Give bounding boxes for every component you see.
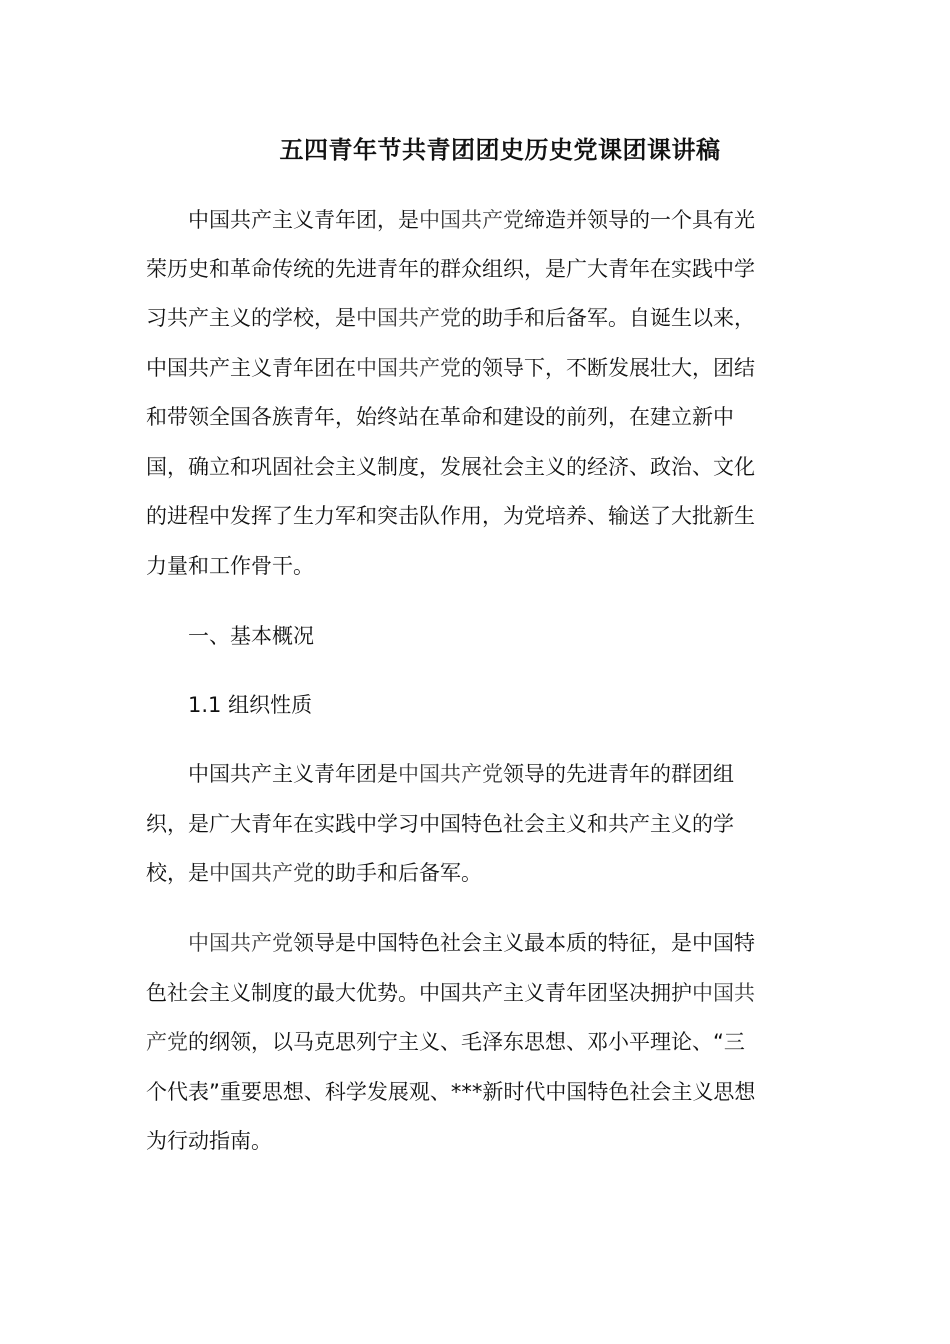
text-segment: 色社会主义制度的最大优势。中国共产主义青年团坚决拥护 [146,981,692,1005]
paragraph-nature-line [146,808,734,840]
text-segment: 和带领全国各族青年，始终站在革命和建设的前列，在建立新中 [146,405,734,429]
paragraph-intro-line [146,352,755,384]
party-name-text: 中国共 [692,981,755,1005]
paragraph-leadership-line [146,977,755,1009]
party-name-text: 中国共产党 [356,356,461,380]
text-segment: 个代表”重要思想、科学发展观、***新时代中国特色社会主义思想 [146,1080,756,1104]
paragraph-intro-line [188,204,755,236]
paragraph-heading-1-line [188,620,314,652]
text-segment: 中国共产主义青年团在 [146,356,356,380]
text-segment: 缔造并领导的一个具有光 [524,208,755,232]
party-name-text: 中国共产党 [419,208,524,232]
paragraph-intro-line [146,500,755,532]
party-name-text: 中国共产党 [209,861,314,885]
text-segment: 的纲领，以马克思列宁主义、毛泽东思想、邓小平理论、“三 [188,1030,745,1054]
text-segment: 领导的先进青年的群团组 [503,762,734,786]
text-segment: 领导是中国特色社会主义最本质的特征，是中国特 [293,931,755,955]
paragraph-leadership-line [146,1125,272,1157]
text-segment: 荣历史和革命传统的先进青年的群众组织，是广大青年在实践中学 [146,257,755,281]
paragraph-intro-line [146,401,734,433]
text-segment: 为行动指南。 [146,1129,272,1153]
text-segment: 的进程中发挥了生力军和突击队作用，为党培养、输送了大批新生 [146,504,755,528]
paragraph-intro-line [146,451,755,483]
document-title: 五四青年节共青团团史历史党课团课讲稿 [279,136,721,164]
paragraph-leadership-line [146,1026,745,1058]
text-segment: 中国共产主义青年团，是 [188,208,419,232]
paragraph-heading-1-1-line [188,689,312,721]
party-name-text: 中国共产党 [356,306,461,330]
text-segment: 力量和工作骨干。 [146,554,314,578]
paragraph-nature-line [146,857,482,889]
paragraph-intro-line [146,302,755,334]
party-name-text: 中国共产党 [398,762,503,786]
party-name-text: 中国共产党 [188,931,293,955]
text-segment: 的助手和后备军。自诞生以来， [461,306,755,330]
paragraph-intro-line [146,253,755,285]
text-segment: 习共产主义的学校，是 [146,306,356,330]
text-segment: 国，确立和巩固社会主义制度，发展社会主义的经济、政治、文化 [146,455,755,479]
text-segment: 织，是广大青年在实践中学习中国特色社会主义和共产主义的学 [146,812,734,836]
paragraph-leadership-line [188,927,755,959]
text-segment: 的领导下，不断发展壮大，团结 [461,356,755,380]
party-name-text: 产党 [146,1030,188,1054]
paragraph-intro-line [146,550,314,582]
text-segment: 一、基本概况 [188,624,314,648]
text-segment: 中国共产主义青年团是 [188,762,398,786]
paragraph-leadership-line [146,1076,755,1108]
text-segment: 1.1 组织性质 [188,693,313,717]
text-segment: 的助手和后备军。 [314,861,482,885]
text-segment: 校，是 [146,861,209,885]
paragraph-nature-line [188,758,734,790]
